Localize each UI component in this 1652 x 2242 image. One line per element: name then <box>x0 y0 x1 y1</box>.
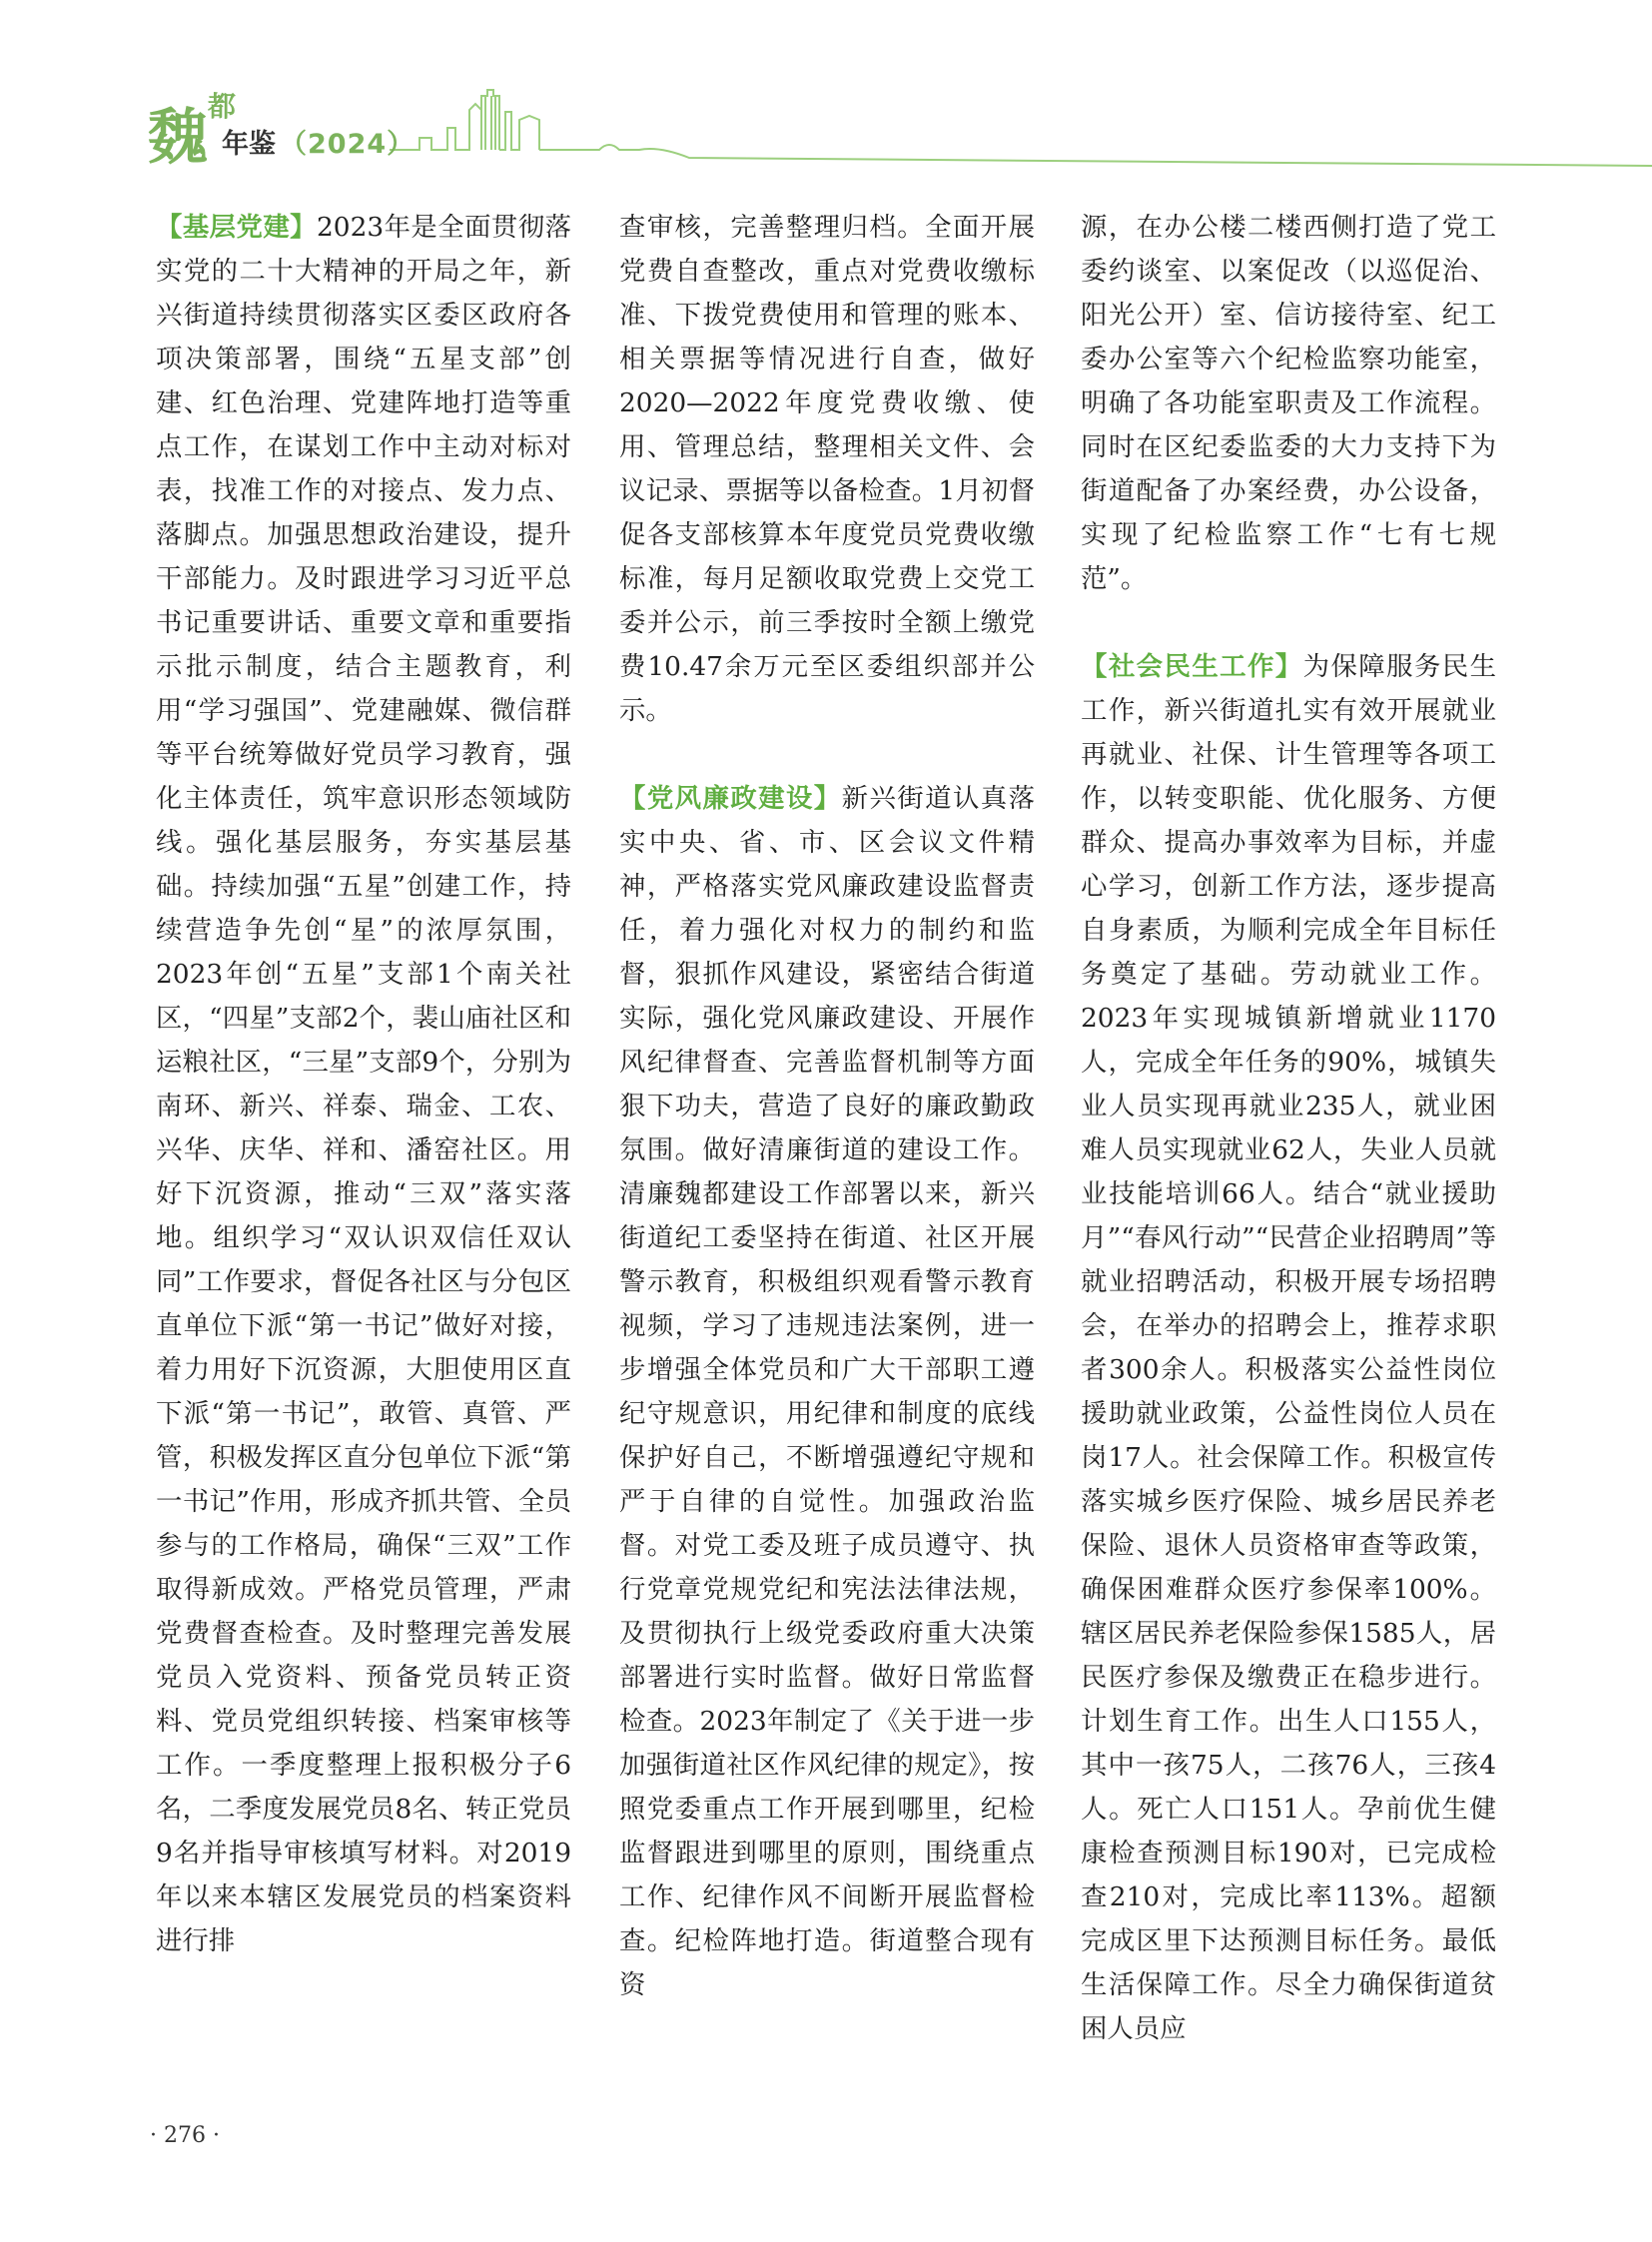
paragraph <box>619 206 1035 733</box>
paragraph <box>156 206 571 1963</box>
logo-yearbook-label: 年鉴 <box>222 129 276 160</box>
page-number: · 276 · <box>150 2123 220 2148</box>
section-title-grassroots-party: 【基层党建】 <box>156 212 317 243</box>
section-title-clean-governance: 【党风廉政建设】 <box>619 783 842 814</box>
logo-character-du: 都 <box>208 90 237 123</box>
section-title-social-livelihood: 【社会民生工作】 <box>1081 651 1303 682</box>
paragraph <box>619 777 1035 2007</box>
paragraph-text: 源，在办公楼二楼西侧打造了党工委约谈室、以案促改（以巡促治、阳光公开）室、信访接待室、纪工委办公室等六个纪检监察功能室，明确了各功能室职责及工作流程。同时在区纪委监委的大力支持下为街道配备了办案经费，办公设备，实现了纪检监察工作“七有七规范”。 <box>1081 212 1496 594</box>
text-column-3 <box>1081 206 1496 2051</box>
logo-year-label: （2024） <box>280 129 415 160</box>
paragraph-text: 2023年是全面贯彻落实党的二十大精神的开局之年，新兴街道持续贯彻落实区委区政府各项决策部署，围绕“五星支部”创建、红色治理、党建阵地打造等重点工作，在谋划工作中主动对标对表，找准工作的对接点、发力点、落脚点。加强思想政治建设，提升干部能力。及时跟进学习习近平总书记重要讲话、重要文章和重要指示批示制度，结合主题教育，利用“学习强国”、党建融媒、微信群等平台统筹做好党员学习教育，强化主体责任，筑牢意识形态领域防线。强化基层服务，夯实基层基础。持续加强“五星”创建工作，持续营造争先创“星”的浓厚氛围，2023年创“五星”支部1个南关社区，“四星”支部2个，裴山庙社区和运粮社区，“三星”支部9个，分别为南环、新兴、祥泰、瑞金、工农、兴华、庆华、祥和、潘窑社区。用好下沉资源，推动“三双”落实落地。组织学习“双认识双信任双认同”工作要求，督促各社区与分包区直单位下派“第一书记”做好对接，着力用好下沉资源，大胆使用区直下派“第一书记”，敢管、真管、严管，积极发挥区直分包单位下派“第一书记”作用，形成齐抓共管、全员参与的工作格局，确保“三双”工作取得新成效。严格党员管理，严肃党费督查检查。及时整理完善发展党员入党资料、预备党员转正资料、党员党组织转接、档案审核等工作。一季度整理上报积极分子6名，二季度发展党员8名、转正党员9名并指导审核填写材料。对2019年以来本辖区发展党员的档案资料进行排 <box>156 212 571 1956</box>
paragraph <box>1081 645 1496 2051</box>
logo-character-wei: 魏 <box>148 103 208 173</box>
paragraph-text: 新兴街道认真落实中央、省、市、区会议文件精神，严格落实党风廉政建设监督责任，着力强化对权力的制约和监督，狠抓作风建设，紧密结合街道实际，强化党风廉政建设、开展作风纪律督查、完善监督机制等方面狠下功夫，营造了良好的廉政勤政氛围。做好清廉街道的建设工作。清廉魏都建设工作部署以来，新兴街道纪工委坚持在街道、社区开展警示教育，积极组织观看警示教育视频，学习了违规违法案例，进一步增强全体党员和广大干部职工遵纪守规意识，用纪律和制度的底线保护好自己，不断增强遵纪守规和严于自律的自觉性。加强政治监督。对党工委及班子成员遵守、执行党章党规党纪和宪法法律法规，及贯彻执行上级党委政府重大决策部署进行实时监督。做好日常监督检查。2023年制定了《关于进一步加强街道社区作风纪律的规定》，按照党委重点工作开展到哪里，纪检监督跟进到哪里的原则，围绕重点工作、纪律作风不间断开展监督检查。纪检阵地打造。街道整合现有资 <box>619 783 1036 2000</box>
paragraph <box>1081 206 1496 601</box>
page-header <box>0 0 1652 180</box>
text-column-2 <box>619 206 1035 2007</box>
paragraph-text: 为保障服务民生工作，新兴街道扎实有效开展就业再就业、社保、计生管理等各项工作，以转变职能、优化服务、方便群众、提高办事效率为目标，并虚心学习，创新工作方法，逐步提高自身素质，为顺利完成全年目标任务奠定了基础。劳动就业工作。2023年实现城镇新增就业1170人，完成全年任务的90%，城镇失业人员实现再就业235人，就业困难人员实现就业62人，失业人员就业技能培训66人。结合“就业援助月”“春风行动”“民营企业招聘周”等就业招聘活动，积极开展专场招聘会，在举办的招聘会上，推荐求职者300余人。积极落实公益性岗位援助就业政策，公益性岗位人员在岗17人。社会保障工作。积极宣传落实城乡医疗保险、城乡居民养老保险、退休人员资格审查等政策，确保困难群众医疗参保率100%。辖区居民养老保险参保1585人，居民医疗参保及缴费正在稳步进行。计划生育工作。出生人口155人，其中一孩75人，二孩76人，三孩4人。死亡人口151人。孕前优生健康检查预测目标190对，已完成检查210对，完成比率113%。超额完成区里下达预测目标任务。最低生活保障工作。尽全力确保街道贫困人员应 <box>1081 651 1497 2044</box>
text-column-1 <box>156 206 571 1963</box>
paragraph-text: 查审核，完善整理归档。全面开展党费自查整改，重点对党费收缴标准、下拨党费使用和管理的账本、相关票据等情况进行自查，做好2020—2022年度党费收缴、使用、管理总结，整理相关文件、会议记录、票据等以备检查。1月初督促各支部核算本年度党员党费收缴标准，每月足额收取党费上交党工委并公示，前三季按时全额上缴党费10.47余万元至区委组织部并公示。 <box>619 212 1035 726</box>
